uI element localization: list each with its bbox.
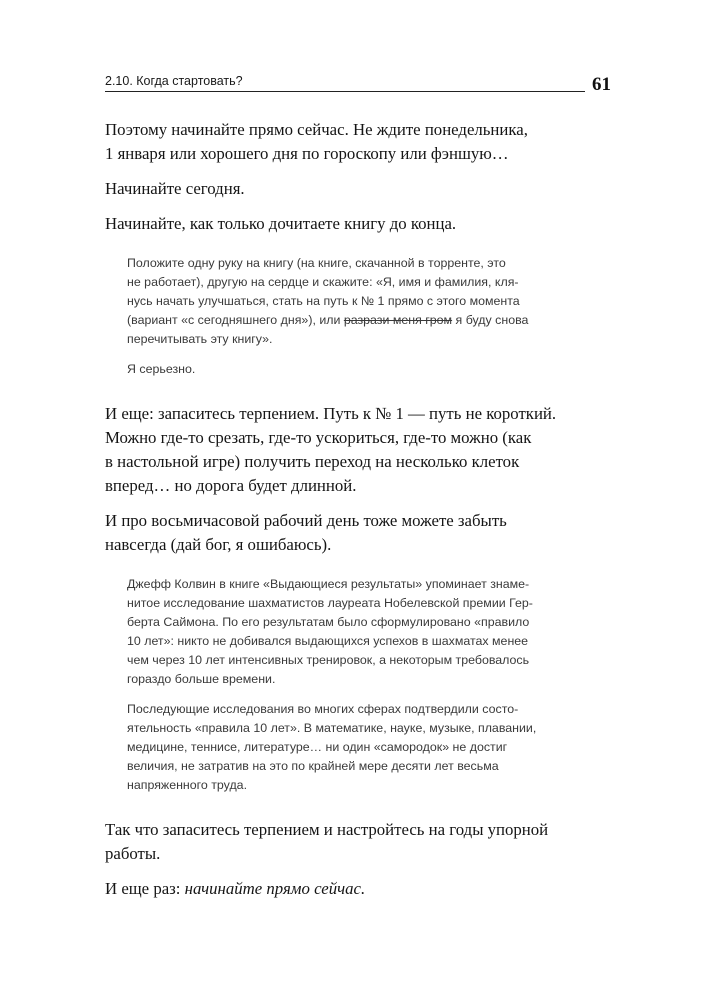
text-line: ятельность «правила 10 лет». В математике, науке, музыке, плавании, — [127, 721, 537, 735]
text-line: напряженного труда. — [127, 778, 248, 792]
text-line: Положите одну руку на книгу (на книге, скачанной в торренте, это — [127, 256, 506, 270]
text-segment: И еще раз: — [105, 879, 185, 898]
paragraph-patience — [105, 402, 595, 498]
paragraph-start-after-book: Начинайте, как только дочитаете книгу до конца. — [105, 214, 457, 233]
text-line: чем через 10 лет интенсивных тренировок, а некоторым требовалось — [127, 653, 530, 667]
text-line: я буду снова — [452, 313, 529, 327]
strikethrough-text: разрази меня гром — [343, 313, 453, 327]
text-line: нусь начать улучшаться, стать на путь к № 1 прямо с этого момента — [127, 294, 520, 308]
text-line: величия, не затратив на это по крайней мере десяти лет весьма — [127, 759, 499, 773]
text-line: медицине, теннисе, литературе… ни один «самородок» не достиг — [127, 740, 508, 754]
text-line: Джефф Колвин в книге «Выдающиеся результаты» упоминает знаме- — [127, 577, 530, 591]
text-line: И про восьмичасовой рабочий день тоже можете забыть — [105, 511, 507, 530]
page-number: 61 — [592, 74, 611, 95]
page-body — [105, 118, 595, 912]
text-line: Последующие исследования во многих сферах подтвердили состо- — [127, 702, 519, 716]
paragraph-eight-hour-day — [105, 509, 595, 557]
text-line: (вариант «с сегодняшнего дня»), или — [127, 313, 344, 327]
text-line: Можно где-то срезать, где-то ускориться, где-то можно (как — [105, 428, 532, 447]
header-rule — [105, 91, 585, 92]
note-paragraph — [127, 254, 557, 349]
text-line: 10 лет»: никто не добивался выдающихся успехов в шахматах менее — [127, 634, 529, 648]
emphasis-text: начинайте прямо сейчас. — [184, 879, 366, 898]
paragraph-start-now — [105, 118, 595, 166]
text-line: нитое исследование шахматистов лауреата Нобелевской премии Гер- — [127, 596, 533, 610]
text-line: навсегда (дай бог, я ошибаюсь). — [105, 535, 332, 554]
aside-note-ten-year-rule — [127, 575, 557, 795]
note-paragraph — [127, 700, 557, 795]
text-line: не работает), другую на сердце и скажите: «Я, имя и фамилия, кля- — [127, 275, 519, 289]
text-line: гораздо больше времени. — [127, 672, 276, 686]
paragraph-years-of-work — [105, 818, 595, 866]
text-line: в настольной игре) получить переход на несколько клеток — [105, 452, 520, 471]
text-line: Так что запаситесь терпением и настройтесь на годы упорной — [105, 820, 549, 839]
text-line: берта Саймона. По его результатам было сформулировано «правило — [127, 615, 530, 629]
text-line: работы. — [105, 844, 161, 863]
running-header — [105, 74, 635, 98]
text-line: перечитывать эту книгу». — [127, 332, 273, 346]
text-line: вперед… но дорога будет длинной. — [105, 476, 357, 495]
paragraph-once-again — [105, 877, 595, 901]
text-line: 1 января или хорошего дня по гороскопу или фэншую… — [105, 144, 509, 163]
note-paragraph: Я серьезно. — [127, 362, 196, 376]
aside-note-oath — [127, 254, 557, 379]
text-line: И еще: запаситесь терпением. Путь к № 1 — путь не короткий. — [105, 404, 557, 423]
section-title: 2.10. Когда стартовать? — [105, 74, 243, 88]
text-line: Поэтому начинайте прямо сейчас. Не ждите понедельника, — [105, 120, 528, 139]
note-paragraph — [127, 575, 557, 689]
paragraph-start-today: Начинайте сегодня. — [105, 179, 245, 198]
